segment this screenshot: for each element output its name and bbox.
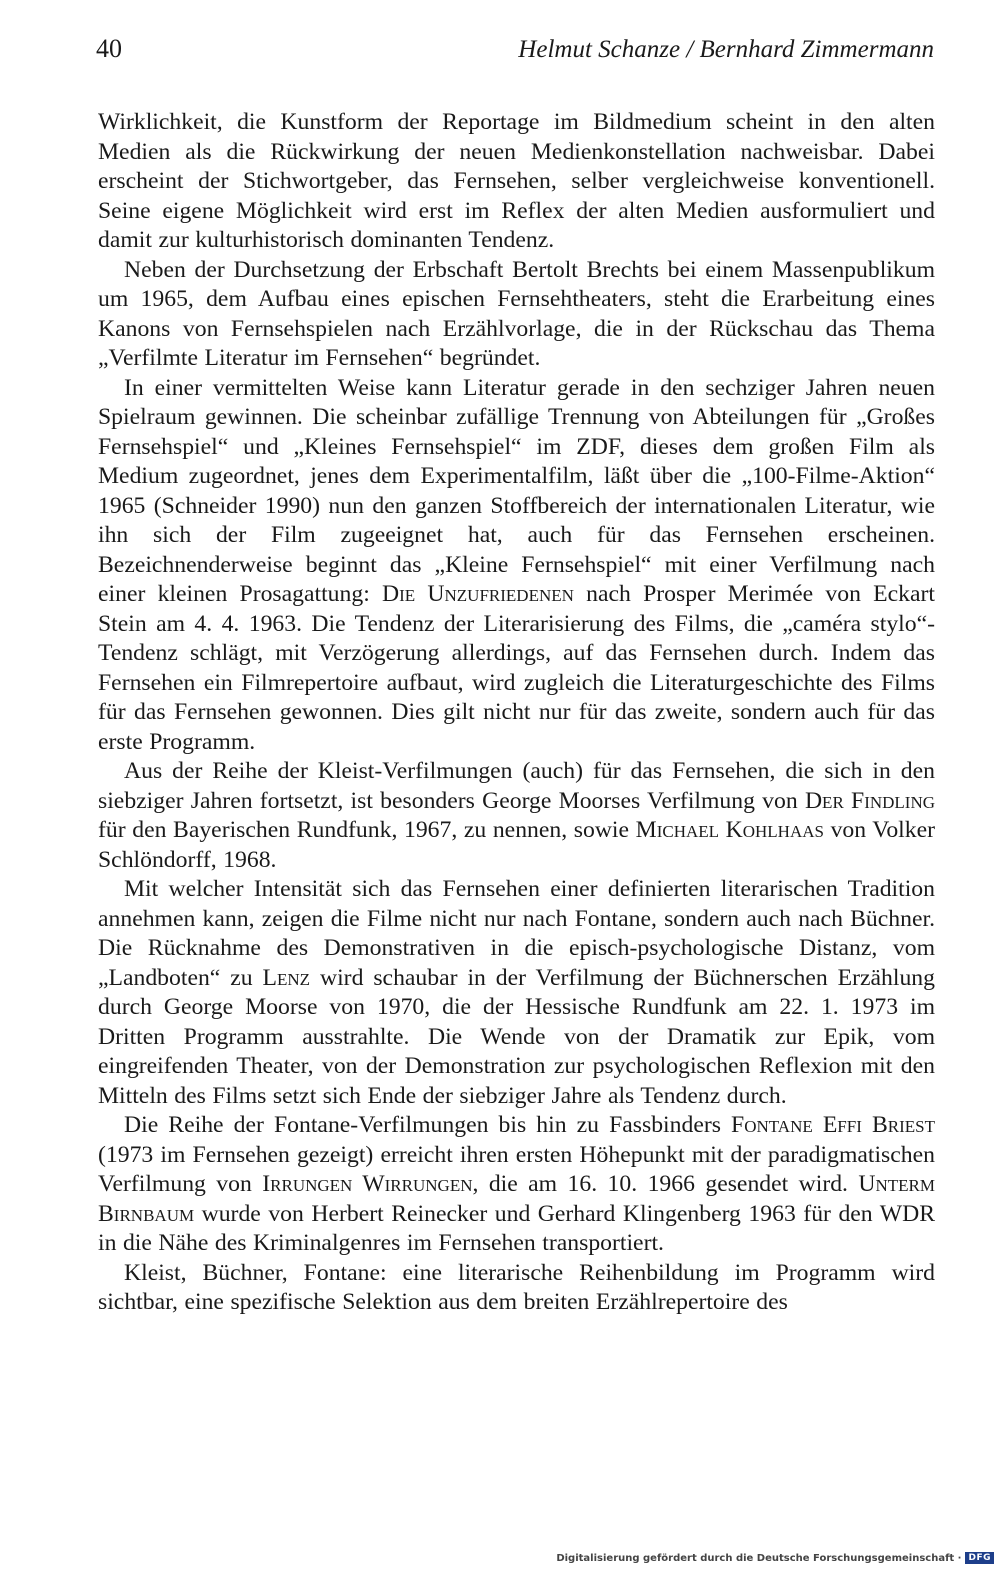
paragraph-6-text-a: Die Reihe der Fontane-Verfilmungen bis hin zu Fassbinders xyxy=(124,1112,732,1138)
paragraph-4-text-b: für den Bayerischen Rundfunk, 1967, zu nennen, sowie xyxy=(98,817,636,843)
page-number: 40 xyxy=(96,34,122,63)
paragraph-1: Wirklichkeit, die Kunstform der Reportage im Bildmedium scheint in den alten Medien als die Rückwirkung der neuen Medienkonstellation nachweisbar. Dabei erscheint der Stichwortgeber, das Fernsehen, selber vergleichweise konventionell. Seine eigene Möglichkeit wird erst im Reflex der alten Medien ausformuliert und damit zur kulturhistorisch dominanten Tendenz. xyxy=(98,109,935,253)
work-title-michael-kohlhaas: Michael Kohlhaas xyxy=(635,817,824,843)
paragraph-2: Neben der Durchsetzung der Erbschaft Bertolt Brechts bei einem Massenpublikum um 1965, dem Aufbau eines epischen Fernsehtheaters, steht die Erarbeitung eines Kanons von Fernsehspielen nach Erzählvorlage, die in der Rückschau das Thema „Verfilmte Literatur im Fernsehen“ begründet. xyxy=(98,256,935,371)
work-title-fontane-effi-briest: Fontane Effi Briest xyxy=(731,1112,935,1138)
body-text xyxy=(98,108,935,1318)
work-title-die-unzufriedenen: Die Unzufriedenen xyxy=(382,581,574,607)
work-title-irrungen-wirrungen: Irrungen Wirrungen xyxy=(262,1171,473,1197)
work-title-unterm-birnbaum: Unterm Birnbaum xyxy=(98,1171,935,1227)
paragraph-4 xyxy=(98,757,935,875)
paragraph-5-text-b: wird schaubar in der Verfilmung der Büchnerschen Erzählung durch George Moorse von 1970, die der Hessische Rundfunk am 22. 1. 1973 im Dritten Programm ausstrahlte. Die Wende von der Dramatik zur Epik, vom eingreifenden Theater, von der Demonstration zur psychologischen Reflexion mit den Mitteln des Films setzt sich Ende der siebziger Jahre als Tendenz durch. xyxy=(98,964,935,1109)
paragraph-3-text-a: In einer vermittelten Weise kann Literatur gerade in den sechziger Jahren neuen Spielraum gewinnen. Die scheinbar zufällige Trennung von Abteilungen für „Großes Fernsehspiel“ und „Kleines Fernsehspiel“ im ZDF, dieses dem großen Film als Medium zugeordnet, jenes dem Experimentalfilm, läßt über die „100-Filme-Aktion“ 1965 (Schneider 1990) nun den ganzen Stoffbereich der internationalen Literatur, wie ihn sich der Film zugeeignet hat, auch für das Fernsehen erscheinen. Bezeichnenderweise beginnt das „Kleine Fernsehspiel“ mit einer Verfilmung nach einer kleinen Prosagattung: xyxy=(98,374,935,607)
paragraph-5 xyxy=(98,875,935,1111)
paragraph-6 xyxy=(98,1111,935,1259)
paragraph-6-text-c: , die am 16. 10. 1966 gesendet wird. xyxy=(472,1171,859,1197)
digitization-credit-text: Digitalisierung gefördert durch die Deutsche Forschungsgemeinschaft · xyxy=(556,1552,962,1564)
paragraph-4-text-a: Aus der Reihe der Kleist-Verfilmungen (auch) für das Fernsehen, die sich in den siebziger Jahren fortsetzt, ist besonders George Moorses Verfilmung von xyxy=(98,758,935,814)
dfg-logo: DFG xyxy=(965,1552,994,1564)
digitization-credit xyxy=(556,1552,994,1564)
paragraph-3 xyxy=(98,374,935,758)
paragraph-6-text-d: wurde von Herbert Reinecker und Gerhard Klingenberg 1963 für den WDR in die Nähe des Kriminalgenres im Fernsehen transportiert. xyxy=(98,1200,935,1256)
paragraph-7: Kleist, Büchner, Fontane: eine literarische Reihenbildung im Programm wird sichtbar, eine spezifische Selektion aus dem breiten Erzählrepertoire des xyxy=(98,1259,935,1315)
paragraph-3-text-b: nach Prosper Merimée von Eckart Stein am 4. 4. 1963. Die Tendenz der Literarisierung des Films, die „caméra stylo“-Tendenz schlägt, mit Verzögerung allerdings, auf das Fernsehen durch. Indem das Fernsehen ein Filmrepertoire aufbaut, wird zugleich die Literaturgeschichte des Films für das Fernsehen gewonnen. Dies gilt nicht nur für das zweite, sondern auch für das erste Programm. xyxy=(98,581,935,755)
paragraph-5-text-a: Mit welcher Intensität sich das Fernsehen einer definierten literarischen Tradition annehmen kann, zeigen die Filme nicht nur nach Fontane, sondern auch nach Büchner. Die Rücknahme des Demonstrativen in die episch-psychologische Distanz, vom „Landboten“ zu xyxy=(98,876,935,991)
work-title-lenz: Lenz xyxy=(262,964,311,991)
running-head: Helmut Schanze / Bernhard Zimmermann xyxy=(518,36,934,63)
paragraph-4-text-c: von Volker Schlöndorff, 1968. xyxy=(98,817,935,873)
paragraph-6-text-b: (1973 im Fernsehen gezeigt) erreicht ihren ersten Höhepunkt mit der paradigmatischen Verfilmung von xyxy=(98,1141,935,1197)
work-title-der-findling: Der Findling xyxy=(804,787,936,814)
